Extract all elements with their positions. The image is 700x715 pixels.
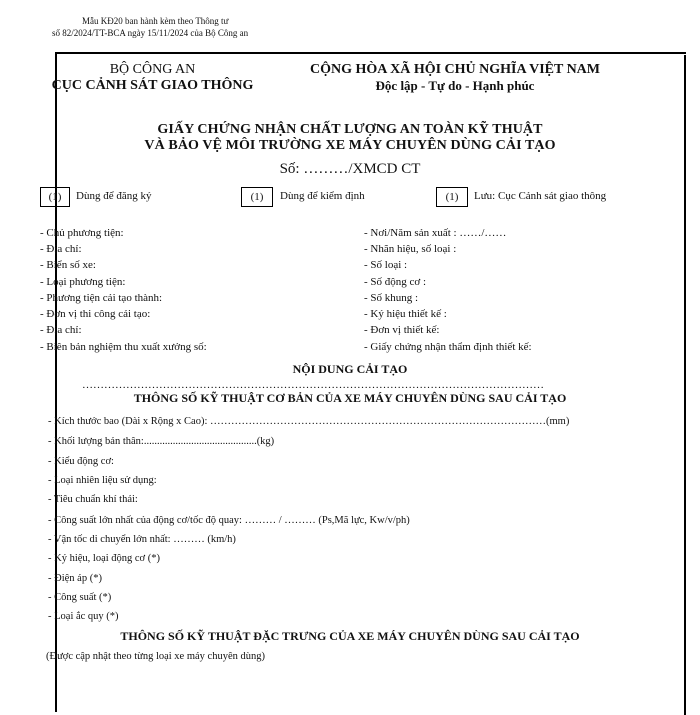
form-note-line1: Mẫu KĐ20 ban hành kèm theo Thông tư [82,16,229,26]
spec-row-power: - Công suất lớn nhất của động cơ/tốc độ quay: ……… / ……… (Ps,Mã lực, Kw/v/ph) [48,515,410,526]
field-brand-model: - Nhãn hiệu, số loại : [364,243,457,255]
field-model-number: - Số loại : [364,259,408,271]
nation-name: CỘNG HÒA XÃ HỘI CHỦ NGHĨA VIỆT NAM [309,62,600,77]
section-conversion-heading: NỘI DUNG CẢI TẠO [292,362,408,376]
spec-row-battery: - Loại ắc quy (*) [48,611,119,622]
spec-row-voltage: - Điện áp (*) [48,573,102,584]
field-design-certificate: - Giấy chứng nhận thẩm định thiết kế: [364,341,532,353]
motto: Độc lập - Tự do - Hạnh phúc [375,78,535,93]
field-contractor: - Đơn vị thi công cải tạo: [40,308,151,320]
field-chassis-number: - Số khung : [364,292,419,304]
field-owner: - Chủ phương tiện: [40,227,124,239]
spec-row-fuel: - Loại nhiên liệu sử dụng: [48,475,157,486]
document-title-line1: GIẤY CHỨNG NHẬN CHẤT LƯỢNG AN TOÀN KỸ THUẬT [157,122,543,137]
section-specific-specs-note: (Được cập nhật theo từng loại xe máy chuyên dùng) [46,651,265,662]
spec-row-weight: - Khối lượng bản thân:...........................................(kg) [48,436,275,447]
copy-label-register: Dùng để đăng ký [76,190,152,202]
field-address: - Địa chỉ: [40,243,82,255]
copy-box-register: (1) [40,187,70,207]
copy-label-archive: Lưu: Cục Cảnh sát giao thông [474,190,607,202]
field-contractor-address: - Địa chỉ: [40,324,82,336]
frame-border-top [55,52,686,54]
frame-border-right [684,55,686,715]
field-plate-number: - Biển số xe: [40,259,96,271]
spec-row-dimensions: - Kích thước bao (Dài x Rộng x Cao): ……………………………………………………………………………………(mm) [48,416,570,427]
field-engine-number: - Số động cơ : [364,276,427,288]
section-basic-specs-heading: THÔNG SỐ KỸ THUẬT CƠ BẢN CỦA XE MÁY CHUYÊN DÙNG SAU CẢI TẠO [133,391,567,405]
section-specific-specs-heading: THÔNG SỐ KỸ THUẬT ĐẶC TRƯNG CỦA XE MÁY CHUYÊN DÙNG SAU CẢI TẠO [120,629,580,643]
document-number: Số: ………/XMCD CT [279,161,421,177]
department-name: CỤC CẢNH SÁT GIAO THÔNG [51,78,254,93]
field-converted-to: - Phương tiện cải tạo thành: [40,292,163,304]
form-note-line2: số 82/2024/TT-BCA ngày 15/11/2024 của Bộ Công an [52,28,249,38]
field-design-code: - Ký hiệu thiết kế : [364,308,447,320]
copy-label-inspection: Dùng để kiểm định [280,190,365,202]
spec-row-emission: - Tiêu chuẩn khí thải: [48,494,138,505]
copy-box-archive: (1) [436,187,468,207]
copy-box-inspection: (1) [241,187,273,207]
section-conversion-dots: ……………………………………………………………………………………………………………… [82,379,544,391]
document-title-line2: VÀ BẢO VỆ MÔI TRƯỜNG XE MÁY CHUYÊN DÙNG CẢI TẠO [144,138,556,153]
field-acceptance-record: - Biên bản nghiệm thu xuất xưởng số: [40,341,207,353]
ministry-name: BỘ CÔNG AN [109,62,196,77]
field-origin-year: - Nơi/Năm sản xuất : ……/…… [364,227,507,239]
spec-row-engine-type: - Kiểu động cơ: [48,456,114,467]
spec-row-motor: - Ký hiệu, loại động cơ (*) [48,553,160,564]
spec-row-speed: - Vận tốc di chuyển lớn nhất: ……… (km/h) [48,534,236,545]
spec-row-capacity: - Công suất (*) [48,592,112,603]
field-design-unit: - Đơn vị thiết kế: [364,324,440,336]
field-vehicle-type: - Loại phương tiện: [40,276,126,288]
